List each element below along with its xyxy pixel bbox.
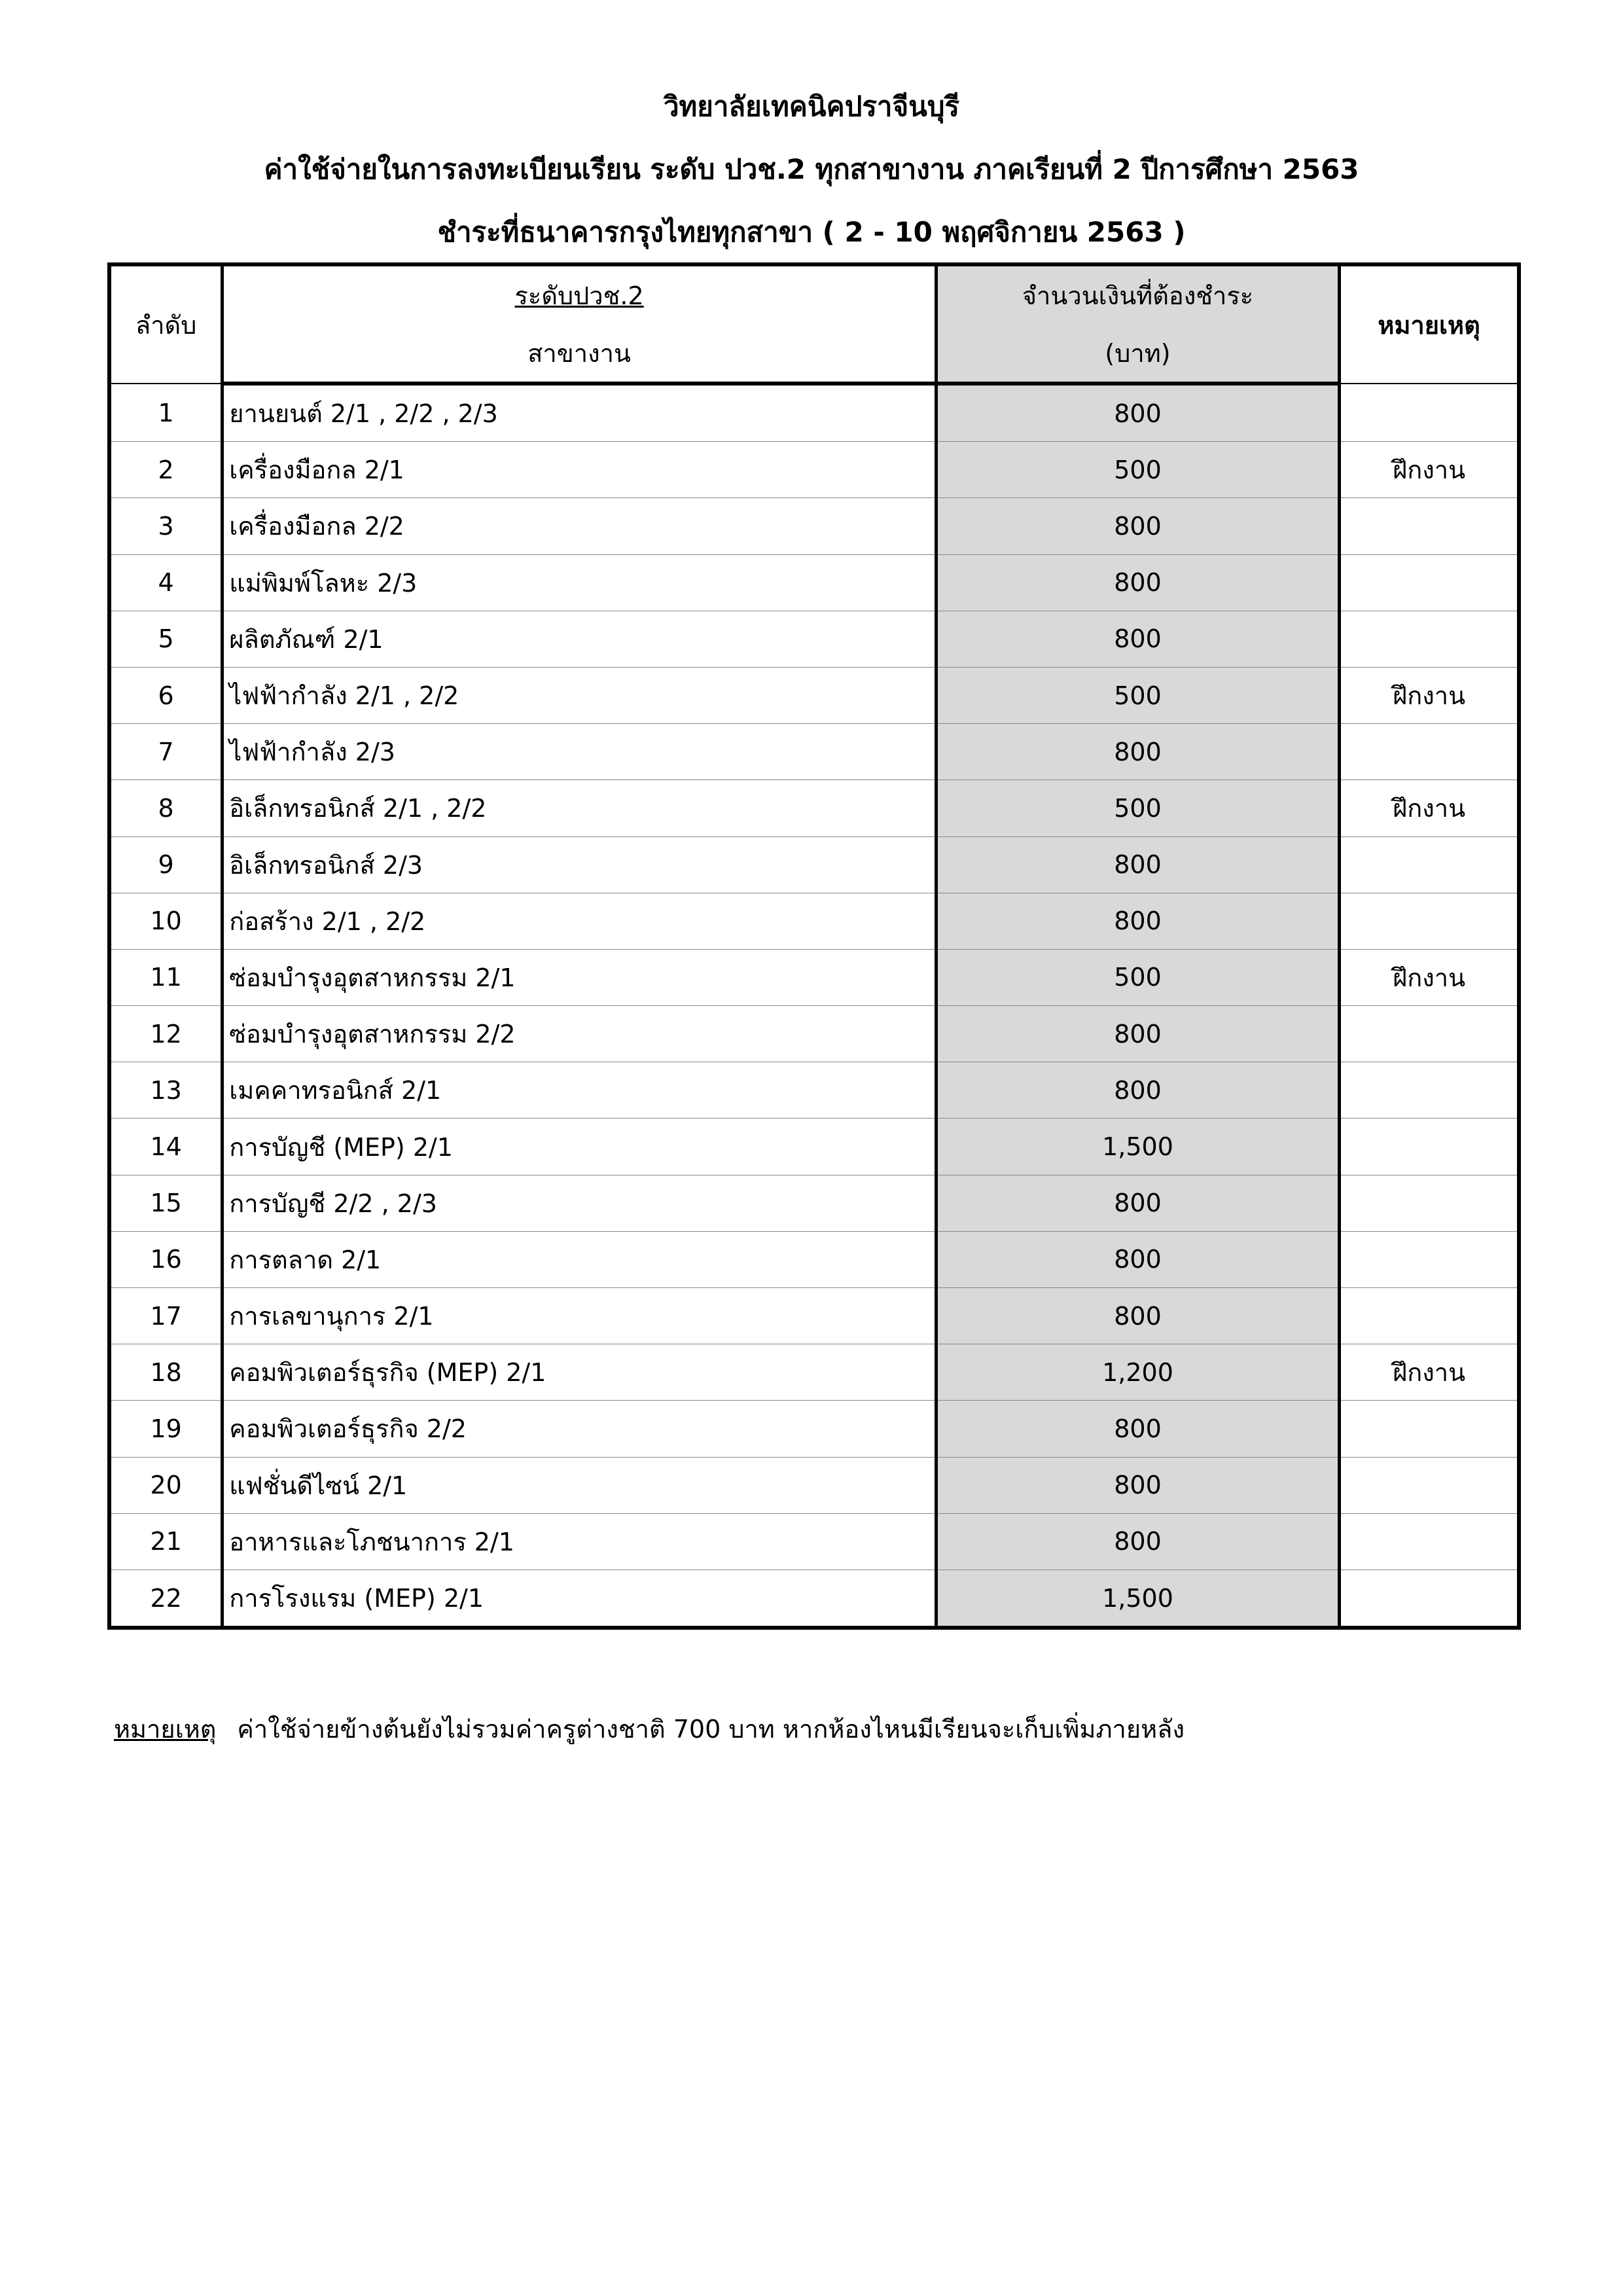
row-number: 19 [109,1401,223,1457]
row-number: 18 [109,1344,223,1401]
header-remark: หมายเหตุ [1340,264,1519,384]
row-program [223,836,936,893]
row-number: 5 [109,611,223,667]
row-number: 16 [109,1231,223,1287]
row-number: 13 [109,1062,223,1119]
row-program [223,611,936,667]
footnote-text: ค่าใช้จ่ายข้างต้นยังไม่รวมค่าครูต่างชาติ 700 บาท หากห้องไหนมีเรียนจะเก็บเพิ่มภายหลัง [237,1715,1185,1744]
table-row [109,836,1519,893]
table-row [109,1062,1519,1119]
row-remark [1340,498,1519,554]
table-row [109,949,1519,1005]
table-row [109,1288,1519,1344]
table-row [109,384,1519,442]
row-program-label: ผลิตภัณฑ์ 2/1 [229,624,383,654]
row-program [223,1175,936,1231]
row-remark [1340,611,1519,667]
row-remark: ฝึกงาน [1340,949,1519,1005]
row-number: 10 [109,893,223,949]
row-remark [1340,1288,1519,1344]
table-row [109,1513,1519,1570]
row-amount: 800 [936,1175,1339,1231]
table-row [109,1231,1519,1287]
college-name: วิทยาลัยเทคนิคปราจีนบุรี [663,90,960,122]
table-row [109,667,1519,723]
row-amount: 500 [936,949,1339,1005]
row-program [223,554,936,611]
table-row [109,1344,1519,1401]
table-row [109,611,1519,667]
footnote [114,1710,1185,1749]
row-number: 22 [109,1570,223,1628]
row-amount: 500 [936,442,1339,498]
row-number: 2 [109,442,223,498]
row-program [223,1231,936,1287]
row-program [223,1344,936,1401]
row-amount: 800 [936,1006,1339,1062]
row-number: 6 [109,667,223,723]
table-row [109,442,1519,498]
row-remark [1340,1231,1519,1287]
row-amount: 800 [936,893,1339,949]
row-number: 12 [109,1006,223,1062]
row-amount: 1,200 [936,1344,1339,1401]
row-program [223,384,936,442]
row-remark [1340,554,1519,611]
row-remark [1340,893,1519,949]
row-number: 8 [109,780,223,836]
row-remark [1340,384,1519,442]
row-program-label: อิเล็กทรอนิกส์ 2/3 [229,850,423,880]
header-no: ลำดับ [109,264,223,384]
header-program: สาขางาน [223,324,936,384]
row-program [223,1401,936,1457]
row-program [223,1006,936,1062]
table-row [109,1570,1519,1628]
table-row [109,1457,1519,1513]
row-remark [1340,1119,1519,1175]
table-row [109,554,1519,611]
row-amount: 800 [936,498,1339,554]
row-program [223,1513,936,1570]
row-amount: 800 [936,1457,1339,1513]
table-row [109,724,1519,780]
row-number: 21 [109,1513,223,1570]
row-program [223,1570,936,1628]
row-remark [1340,1513,1519,1570]
row-program-label: การบัญชี (MEP) 2/1 [229,1132,453,1162]
row-program [223,949,936,1005]
row-amount: 800 [936,724,1339,780]
row-number: 9 [109,836,223,893]
row-remark [1340,1175,1519,1231]
row-amount: 800 [936,384,1339,442]
fees-table [107,262,1521,1630]
row-program-label: ซ่อมบำรุงอุตสาหกรรม 2/2 [229,1020,516,1049]
row-remark [1340,1006,1519,1062]
row-program-label: แม่พิมพ์โลหะ 2/3 [229,568,418,598]
row-remark [1340,1062,1519,1119]
row-remark [1340,1401,1519,1457]
row-number: 15 [109,1175,223,1231]
header-level: ระดับปวช.2 [223,264,936,324]
row-program-label: อาหารและโภชนาการ 2/1 [229,1527,514,1556]
row-number: 7 [109,724,223,780]
document-title: ค่าใช้จ่ายในการลงทะเบียนเรียน ระดับ ปวช.2 ทุกสาขางาน ภาคเรียนที่ 2 ปีการศึกษา 2563 [264,153,1359,185]
row-remark [1340,1457,1519,1513]
row-remark: ฝึกงาน [1340,1344,1519,1401]
footnote-label: หมายเหตุ [114,1715,217,1744]
row-program-label: ก่อสร้าง 2/1 , 2/2 [229,906,426,936]
header-amount: จำนวนเงินที่ต้องชำระ [936,264,1339,324]
row-remark [1340,1570,1519,1628]
row-remark: ฝึกงาน [1340,667,1519,723]
row-amount: 1,500 [936,1570,1339,1628]
row-number: 11 [109,949,223,1005]
row-program [223,442,936,498]
row-amount: 500 [936,780,1339,836]
row-remark: ฝึกงาน [1340,442,1519,498]
row-program-label: เครื่องมือกล 2/1 [229,456,404,485]
row-program [223,724,936,780]
row-program [223,780,936,836]
row-program-label: เครื่องมือกล 2/2 [229,512,404,541]
row-program-label: แฟชั่นดีไซน์ 2/1 [229,1471,408,1500]
row-program [223,498,936,554]
row-program [223,1288,936,1344]
row-program [223,1457,936,1513]
row-program [223,1119,936,1175]
row-amount: 800 [936,1288,1339,1344]
row-program-label: อิเล็กทรอนิกส์ 2/1 , 2/2 [229,794,487,823]
row-amount: 500 [936,667,1339,723]
row-number: 20 [109,1457,223,1513]
row-number: 3 [109,498,223,554]
row-program-label: ไฟฟ้ากำลัง 2/3 [229,738,395,767]
row-program-label: ไฟฟ้ากำลัง 2/1 , 2/2 [229,681,459,711]
table-row [109,1119,1519,1175]
fees-table-body [109,384,1519,1628]
row-number: 17 [109,1288,223,1344]
row-amount: 800 [936,554,1339,611]
row-number: 4 [109,554,223,611]
table-row [109,498,1519,554]
row-amount: 800 [936,1062,1339,1119]
document-header [0,75,1623,264]
row-program-label: การบัญชี 2/2 , 2/3 [229,1189,437,1218]
row-amount: 800 [936,1231,1339,1287]
row-amount: 800 [936,611,1339,667]
row-program-label: ซ่อมบำรุงอุตสาหกรรม 2/1 [229,963,516,992]
row-program [223,667,936,723]
row-program-label: ยานยนต์ 2/1 , 2/2 , 2/3 [229,399,498,429]
row-remark [1340,836,1519,893]
row-remark: ฝึกงาน [1340,780,1519,836]
row-number: 14 [109,1119,223,1175]
table-row [109,1401,1519,1457]
table-row [109,1006,1519,1062]
row-amount: 800 [936,836,1339,893]
row-amount: 800 [936,1401,1339,1457]
row-program [223,893,936,949]
header-amount-unit: (บาท) [936,324,1339,384]
row-program-label: การตลาด 2/1 [229,1245,382,1274]
row-program-label: การโรงแรม (MEP) 2/1 [229,1584,484,1613]
row-program-label: คอมพิวเตอร์ธุรกิจ (MEP) 2/1 [229,1358,546,1388]
row-remark [1340,724,1519,780]
table-row [109,780,1519,836]
row-amount: 800 [936,1513,1339,1570]
row-program [223,1062,936,1119]
row-program-label: การเลขานุการ 2/1 [229,1302,434,1331]
row-program-label: คอมพิวเตอร์ธุรกิจ 2/2 [229,1414,467,1444]
row-program-label: เมคคาทรอนิกส์ 2/1 [229,1076,442,1105]
table-row [109,893,1519,949]
table-row [109,1175,1519,1231]
payment-info: ชำระที่ธนาคารกรุงไทยทุกสาขา ( 2 - 10 พฤศจิกายน 2563 ) [437,216,1186,248]
row-amount: 1,500 [936,1119,1339,1175]
row-number: 1 [109,384,223,442]
